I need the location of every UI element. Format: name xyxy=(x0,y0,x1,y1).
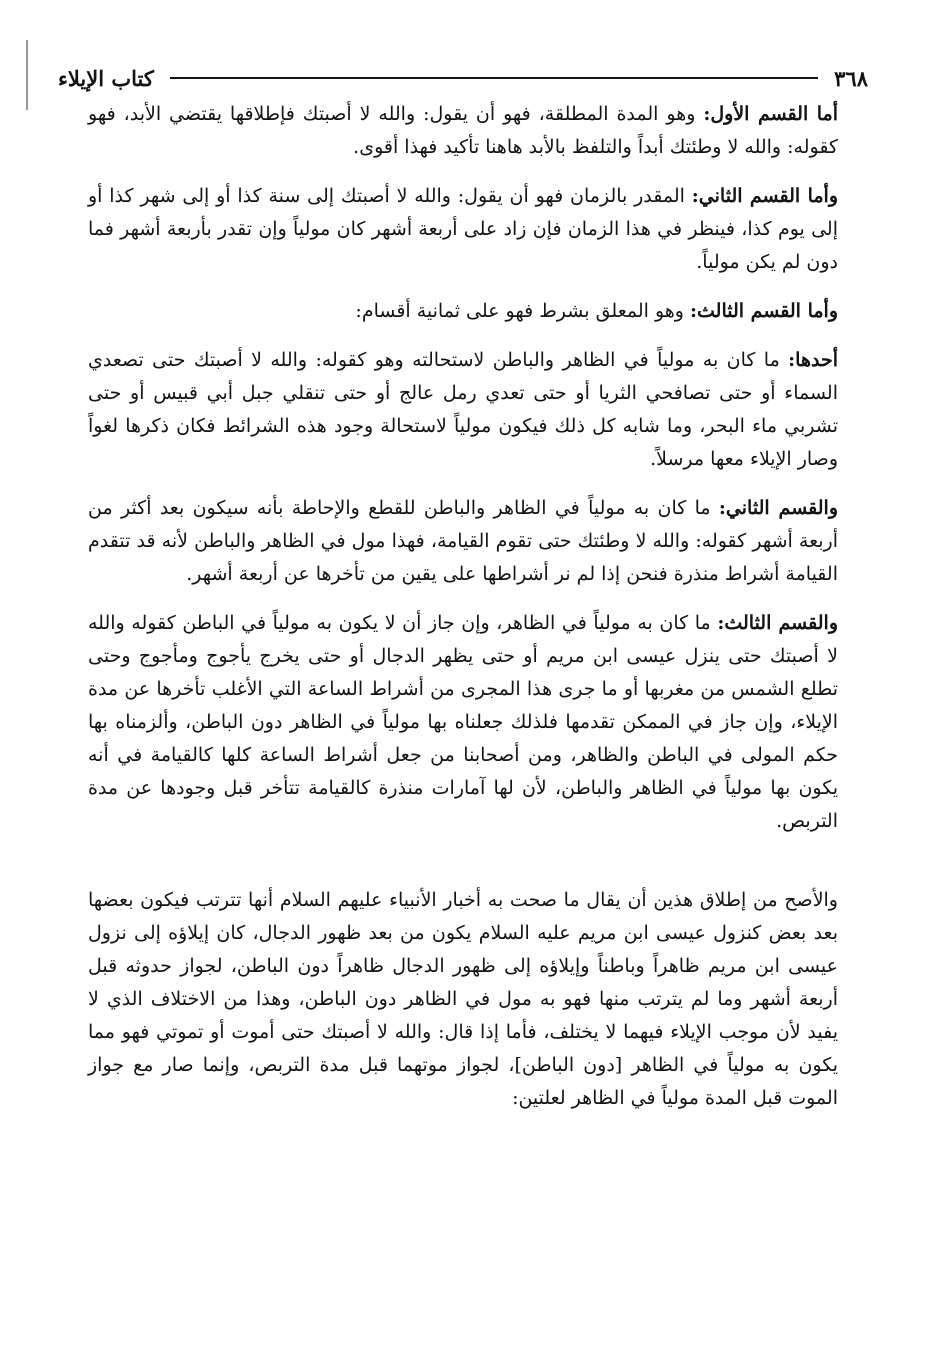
paragraph-lead: وأما القسم الثالث: xyxy=(690,300,838,322)
page-header xyxy=(58,58,868,98)
paragraph-first-section xyxy=(88,98,838,164)
paragraph-text: وهو المدة المطلقة، فهو أن يقول: والله لا أصبتك فإطلاقها يقتضي الأبد، فهو كقوله: والله لا وطئتك أبداً والتلفظ بالأبد هاهنا تأكيد فهذا أقوى. xyxy=(88,103,838,158)
paragraph-lead: والقسم الثاني: xyxy=(718,497,839,519)
paragraph-second-case xyxy=(88,492,838,591)
paragraph-conclusion xyxy=(88,884,838,1115)
paragraph-third-section xyxy=(88,295,838,328)
margin-line xyxy=(26,40,28,110)
paragraph-text: ما كان به مولياً في الظاهر والباطن للقطع والإحاطة بأنه سيكون بعد أكثر من أربعة أشهر كقوله: والله لا وطئتك حتى تقوم القيامة، فهذا مول في الظاهر والباطن لأنه قد تتقدم القيامة أشراط منذرة فنحن إذا لم نر أشراطها على يقين من تأخرها عن أربعة أشهر. xyxy=(88,497,838,585)
paragraph-text: المقدر بالزمان فهو أن يقول: والله لا أصبتك إلى سنة كذا أو إلى شهر كذا أو إلى يوم كذا، فينظر في هذا الزمان فإن زاد على أربعة أشهر كان مولياً وإن تقدر بأربعة أشهر فما دون لم يكن مولياً. xyxy=(88,185,838,273)
paragraph-lead: أحدها: xyxy=(788,349,838,371)
paragraph-text: ما كان به مولياً في الظاهر، وإن جاز أن لا يكون به مولياً في الباطن كقوله والله لا أصبتك حتى ينزل عيسى ابن مريم أو حتى يظهر الدجال أو حتى يخرج يأجوج ومأجوج وحتى تطلع الشمس من مغربها أو ما جرى هذا المجرى من أشراط الساعة التي الأغلب تأخرها عن مدة الإيلاء، وإن جاز في الممكن تقدمها فلذلك جعلناه بها مولياً في الظاهر دون الباطن، وألزمناه بها حكم المولى في الباطن والظاهر، ومن أصحابنا من جعل أشراط الساعة كلها كالقيامة في أنه يكون بها مولياً في الظاهر والباطن، لأن لها آمارات منذرة كالقيامة تتأخر قبل وجودها عن مدة التربص. xyxy=(88,612,838,832)
paragraph-text: والأصح من إطلاق هذين أن يقال ما صحت به أخبار الأنبياء عليهم السلام أنها تترتب فيكون بعضها بعد بعض كنزول عيسى ابن مريم عليه السلام يكون من بعد ظهور الدجال، كان إيلاؤه إلى نزول عيسى ابن مريم ظاهراً وباطناً وإيلاؤه إلى ظهور الدجال ظاهراً دون الباطن، لجواز حدوثه قبل أربعة أشهر وما لم يترتب منها فهو به مول في الظاهر دون الباطن، وهذا من الاختلاف الذي لا يفيد لأن موجب الإيلاء فيهما لا يختلف، فأما إذا قال: والله لا أصبتك حتى أموت أو تموتي فهو مما يكون به مولياً في الظاهر [دون الباطن]، لجواز موتهما قبل مدة التربص، وإنما صار مع جواز الموت قبل المدة مولياً في الظاهر لعلتين: xyxy=(88,889,838,1109)
page-number: ٣٦٨ xyxy=(834,65,868,91)
header-rule xyxy=(170,77,818,79)
paragraph-text: وهو المعلق بشرط فهو على ثمانية أقسام: xyxy=(355,300,691,322)
page-body xyxy=(88,98,838,1131)
paragraph-third-case xyxy=(88,607,838,838)
paragraph-first-case xyxy=(88,344,838,476)
paragraph-second-section xyxy=(88,180,838,279)
paragraph-lead: أما القسم الأول: xyxy=(703,103,838,125)
paragraph-lead: والقسم الثالث: xyxy=(717,612,838,634)
book-title: كتاب الإيلاء xyxy=(58,65,154,91)
paragraph-lead: وأما القسم الثاني: xyxy=(691,185,838,207)
paragraph-text: ما كان به مولياً في الظاهر والباطن لاستحالته وهو كقوله: والله لا أصبتك حتى تصعدي السماء أو حتى تصافحي الثريا أو حتى تعدي رمل عالج أو حتى تنقلي جبل أبي قبيس أو حتى تشربي ماء البحر، وما شابه كل ذلك فيكون مولياً لاستحالة وجود هذه الشرائط فكان ذكرها لغواً وصار الإيلاء معها مرسلاً. xyxy=(88,349,838,470)
